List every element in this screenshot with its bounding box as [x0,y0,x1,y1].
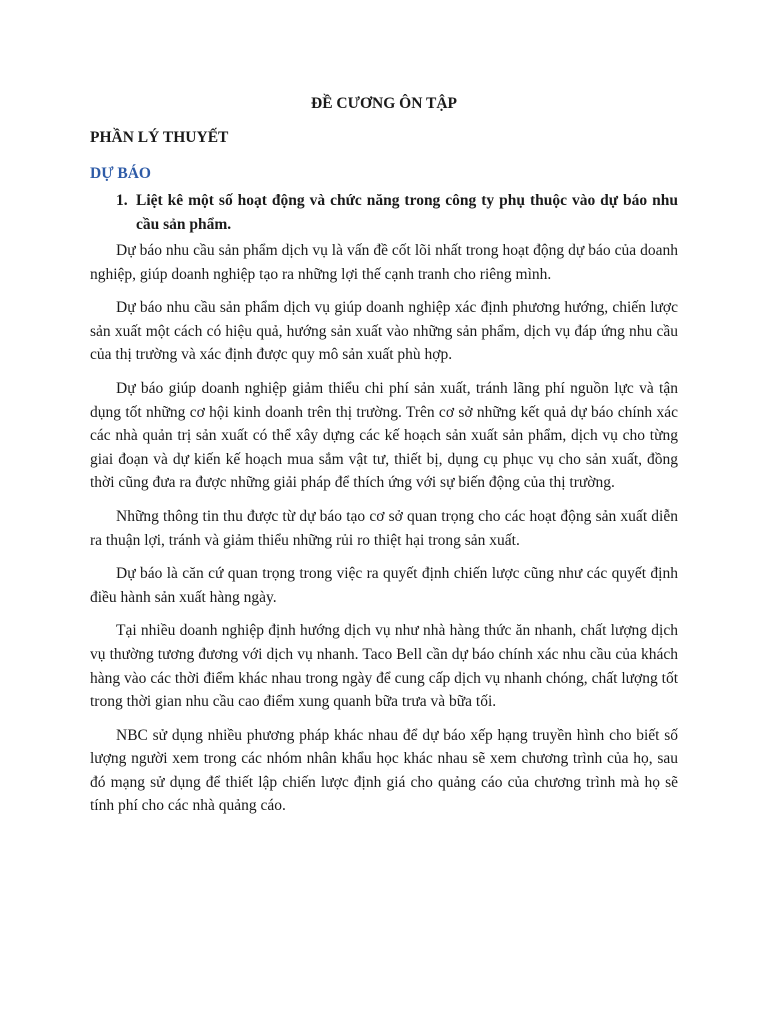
document-title: ĐỀ CƯƠNG ÔN TẬP [311,95,457,112]
paragraph: NBC sử dụng nhiều phương pháp khác nhau để dự báo xếp hạng truyền hình cho biết số lượng người xem trong các nhóm nhân khẩu học khác nhau sẽ xem chương trình của họ, sau đó mạng sử dụng để thiết lập chiến lược định giá cho quảng cáo của chương trình mà họ sẽ tính phí cho các nhà quảng cáo. [90,726,678,815]
paragraph: Dự báo giúp doanh nghiệp giảm thiểu chi phí sản xuất, tránh lãng phí nguồn lực và tận dụng tốt những cơ hội kinh doanh trên thị trường. Trên cơ sở những kết quả dự báo chính xác các nhà quản trị sản xuất có thể xây dựng các kế hoạch sản xuất sản phẩm, dịch vụ cho từng giai đoạn và dự kiến kế hoạch mua sắm vật tư, thiết bị, dụng cụ phục vụ cho sản xuất, đồng thời cũng đưa ra được những giải pháp để thích ứng với sự biến động của thị trường. [90,379,678,492]
paragraph: Những thông tin thu được từ dự báo tạo cơ sở quan trọng cho các hoạt động sản xuất diễn ra thuận lợi, tránh và giảm thiểu những rủi ro thiệt hại trong sản xuất. [90,507,678,549]
answer-body [90,239,678,828]
question-number: 1. [116,192,128,209]
question-text: Liệt kê một số hoạt động và chức năng trong công ty phụ thuộc vào dự báo nhu cầu sản phẩm. [136,192,678,233]
paragraph: Dự báo nhu cầu sản phẩm dịch vụ là vấn đề cốt lõi nhất trong hoạt động dự báo của doanh nghiệp, giúp doanh nghiệp tạo ra những lợi thế cạnh tranh cho riêng mình. [90,242,678,283]
question-item [90,189,678,237]
paragraph: Dự báo nhu cầu sản phẩm dịch vụ giúp doanh nghiệp xác định phương hướng, chiến lược sản xuất một cách có hiệu quả, hướng sản xuất vào những sản phẩm, dịch vụ đáp ứng nhu cầu của thị trường và xác định được quy mô sản xuất phù hợp. [90,299,678,364]
paragraph: Tại nhiều doanh nghiệp định hướng dịch vụ như nhà hàng thức ăn nhanh, chất lượng dịch vụ thường tương đương với dịch vụ nhanh. Taco Bell cần dự báo chính xác nhu cầu của khách hàng vào các thời điểm khác nhau trong ngày để cung cấp dịch vụ nhanh chóng, chất lượng tốt trong thời gian nhu cầu cao điểm xung quanh bữa trưa và bữa tối. [90,622,678,711]
paragraph: Dự báo là căn cứ quan trọng trong việc ra quyết định chiến lược cũng như các quyết định điều hành sản xuất hàng ngày. [90,565,678,606]
part-heading: PHẦN LÝ THUYẾT [90,129,229,146]
section-heading: DỰ BÁO [90,165,151,182]
